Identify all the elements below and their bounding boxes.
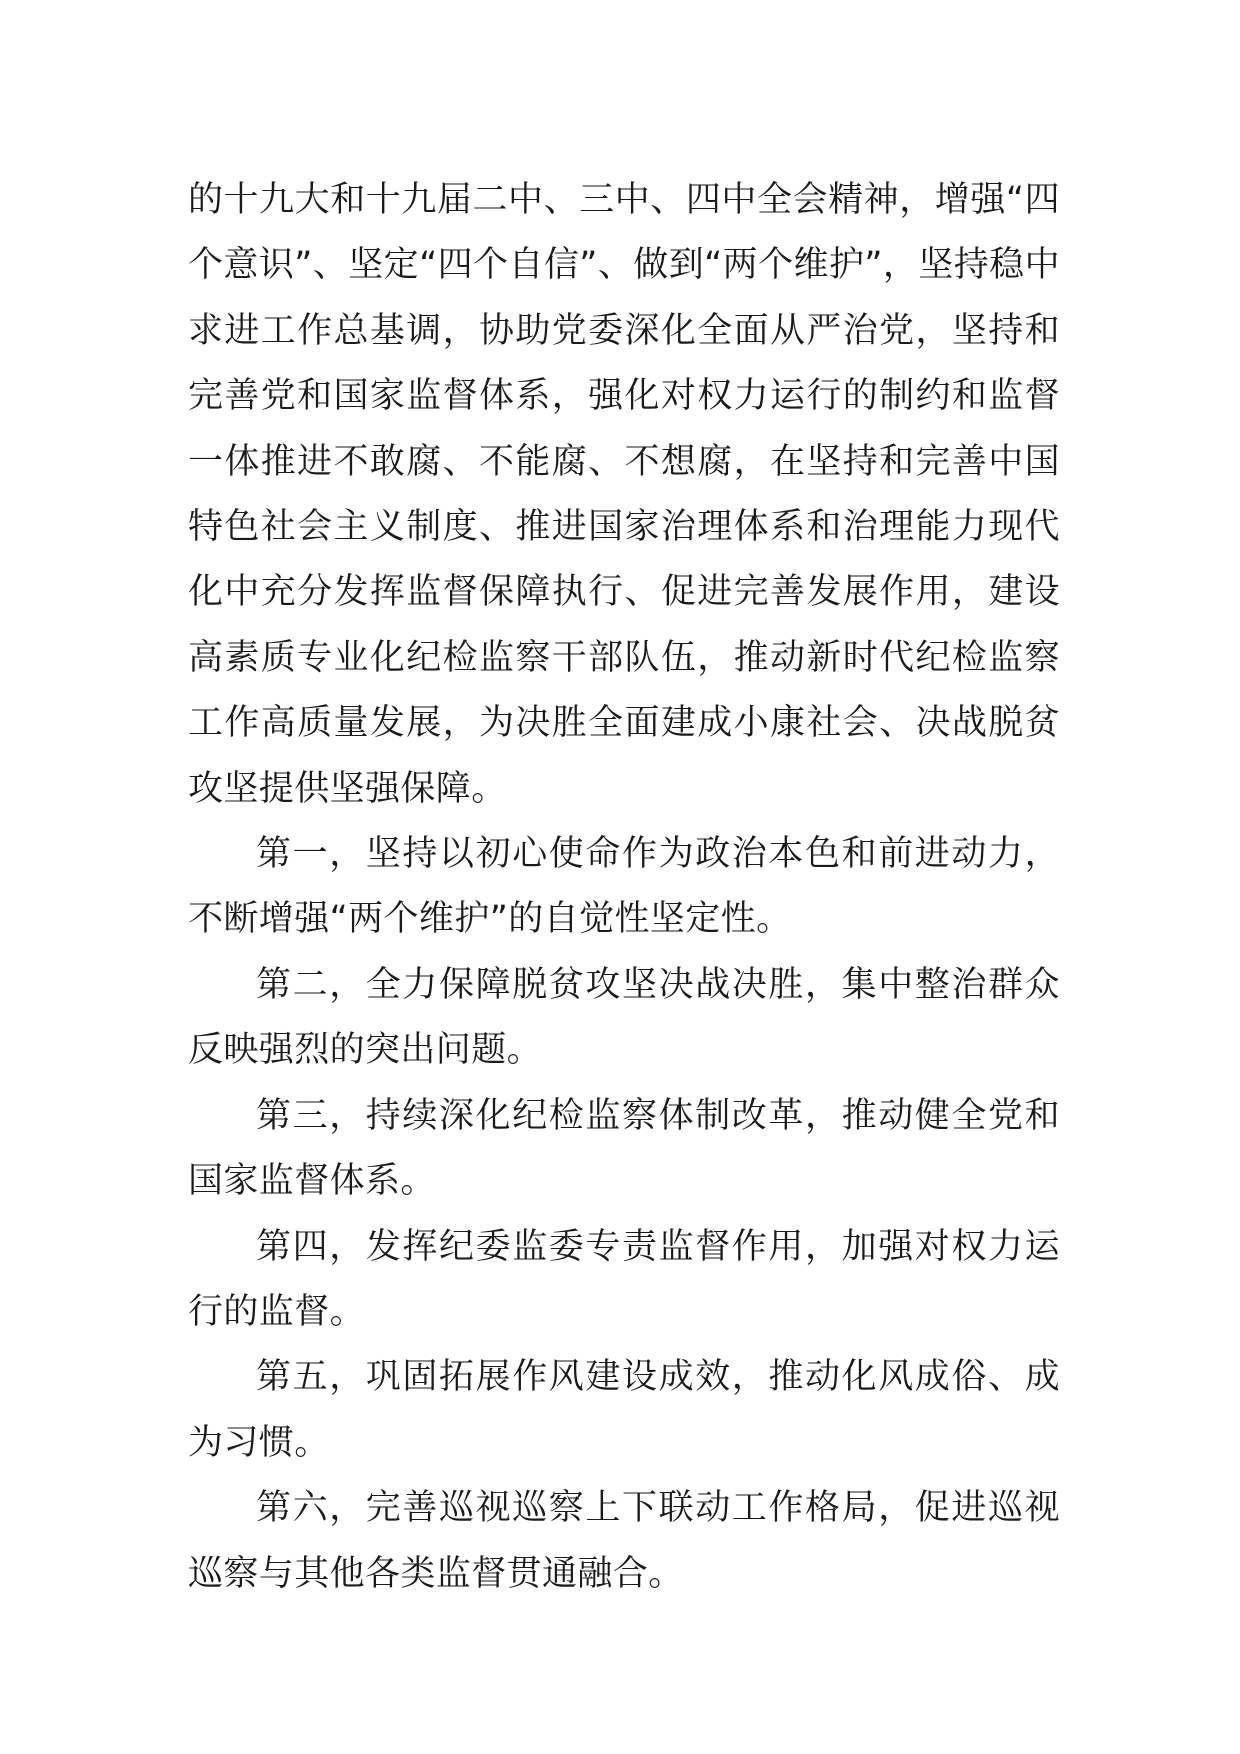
paragraph-intro: 的十九大和十九届二中、三中、四中全会精神，增强“四个意识”、坚定“四个自信”、做到“两个维护”，坚持稳中求进工作总基调，协助党委深化全面从严治党，坚持和完善党和国家监督体系，强化对权力运行的制约和监督一体推进不敢腐、不能腐、不想腐，在坚持和完善中国特色社会主义制度、推进国家治理体系和治理能力现代化中充分发挥监督保障执行、促进完善发展作用，建设高素质专业化纪检监察干部队伍，推动新时代纪检监察工作高质量发展，为决胜全面建成小康社会、决战脱贫攻坚提供坚强保障。 xyxy=(188,180,1060,809)
paragraph-item-4: 第四，发挥纪委监委专责监督作用，加强对权力运行的监督。 xyxy=(188,1226,1060,1332)
paragraph-item-2: 第二，全力保障脱贫攻坚决战决胜，集中整治群众反映强烈的突出问题。 xyxy=(188,964,1060,1071)
paragraph-item-1: 第一，坚持以初心使命作为政治本色和前进动力，不断增强“两个维护”的自觉性坚定性。 xyxy=(188,834,1060,940)
paragraph-item-6: 第六，完善巡视巡察上下联动工作格局，促进巡视巡察与其他各类监督贯通融合。 xyxy=(188,1488,1060,1594)
paragraph-item-5: 第五，巩固拓展作风建设成效，推动化风成俗、成为习惯。 xyxy=(188,1357,1060,1463)
paragraph-item-3: 第三，持续深化纪检监察体制改革，推动健全党和国家监督体系。 xyxy=(188,1095,1060,1202)
document-body xyxy=(188,168,1060,1607)
